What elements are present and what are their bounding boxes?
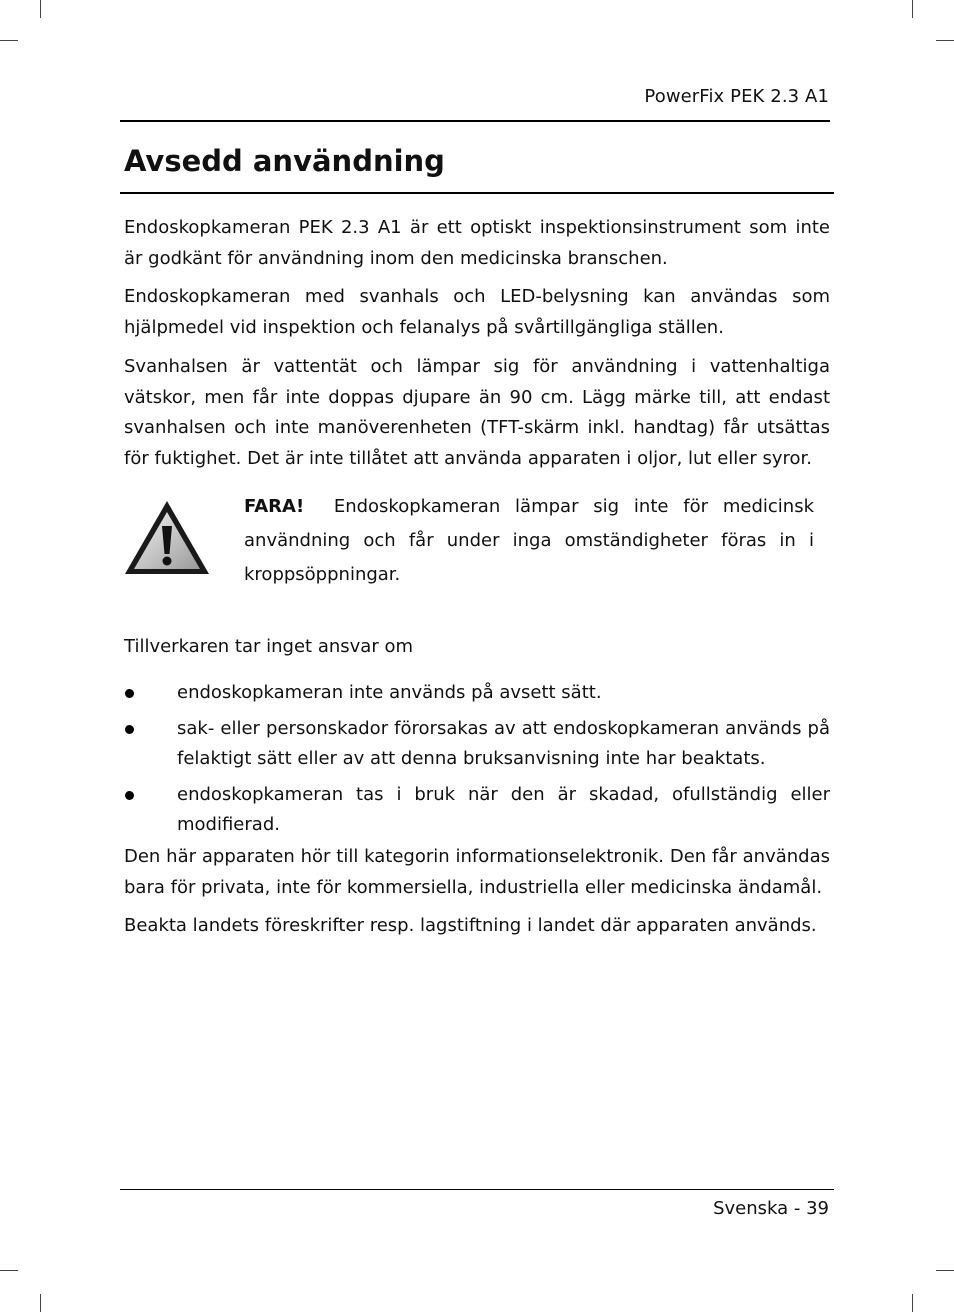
page-number: Svenska - 39 <box>713 1198 829 1219</box>
paragraph: Beakta landets föreskrifter resp. lagstiftning i landet där apparaten används. <box>124 915 817 936</box>
warning-message: Endoskopkameran lämpar sig inte för medicinsk användning och får under inga omständigheter föras in i kroppsöppningar. <box>244 496 815 585</box>
paragraph: Endoskopkameran med svanhals och LED-belysning kan användas som hjälpmedel vid inspektion och felanalys på svårtillgängliga ställen. <box>124 286 830 338</box>
bullet-icon <box>125 791 134 800</box>
warning-label: FARA! <box>244 496 305 517</box>
crop-mark <box>0 40 18 41</box>
warning-text <box>244 490 814 592</box>
paragraph: Svanhalsen är vattentät och lämpar sig för användning i vattenhaltiga vätskor, men får inte doppas djupare än 90 cm. Lägg märke till, att endast svanhalsen och inte manöverenheten (TFT-skärm inkl. handtag) får utsättas för fuktighet. Det är inte tillåtet att använda apparaten i oljor, lut eller syror. <box>124 356 830 469</box>
liability-list <box>124 678 830 841</box>
crop-mark <box>40 1294 41 1312</box>
list-item: endoskopkameran tas i bruk när den är skadad, ofullständig eller modifierad. <box>124 780 830 841</box>
header-rule <box>120 120 830 122</box>
header-product-name: PowerFix PEK 2.3 A1 <box>644 86 829 107</box>
paragraph-waterproof <box>124 352 830 474</box>
paragraph-regulations <box>124 911 830 942</box>
crop-mark <box>40 0 41 18</box>
paragraph-category <box>124 842 830 903</box>
footer-rule <box>120 1189 834 1190</box>
title-rule <box>120 192 834 194</box>
list-item: sak- eller personskador förorsakas av att endoskopkameran används på felaktigt sätt eller av att denna bruksanvisning inte har beaktats. <box>124 714 830 775</box>
crop-mark <box>936 1270 954 1271</box>
list-item: endoskopkameran inte används på avsett sätt. <box>124 678 830 709</box>
paragraph-gooseneck <box>124 282 830 343</box>
crop-mark <box>936 40 954 41</box>
liability-intro: Tillverkaren tar inget ansvar om <box>124 636 413 657</box>
crop-mark <box>912 1294 913 1312</box>
warning-triangle-icon <box>122 498 212 578</box>
paragraph: Endoskopkameran PEK 2.3 A1 är ett optiskt inspektionsinstrument som inte är godkänt för användning inom den medicinska branschen. <box>124 217 830 269</box>
paragraph-intended-use <box>124 213 830 274</box>
paragraph: Den här apparaten hör till kategorin informationselektronik. Den får användas bara för privata, inte för kommersiella, industriella eller medicinska ändamål. <box>124 846 830 898</box>
crop-mark <box>912 0 913 18</box>
crop-mark <box>0 1270 18 1271</box>
bullet-icon <box>125 689 134 698</box>
section-title: Avsedd användning <box>124 144 445 178</box>
bullet-icon <box>125 725 134 734</box>
